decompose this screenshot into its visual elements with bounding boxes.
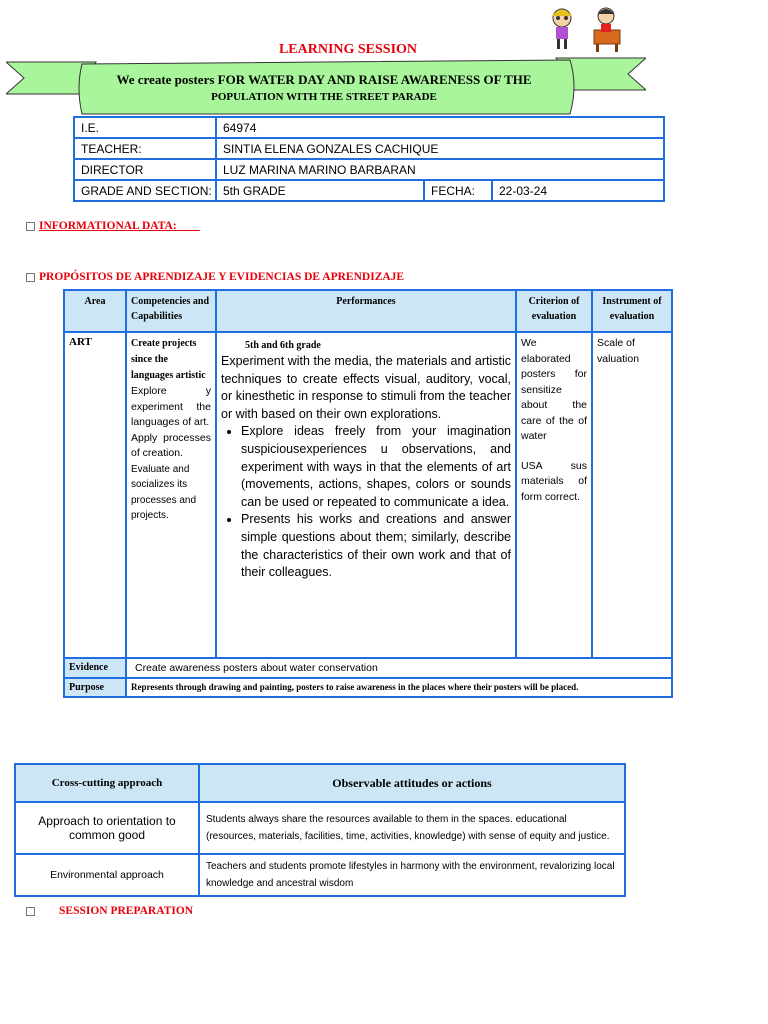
competency-item: Evaluate and socializes its processes and projects.	[131, 463, 197, 521]
info-row-teacher	[74, 138, 664, 159]
performances-cell	[216, 332, 516, 658]
title-banner	[6, 56, 646, 120]
info-row-director	[74, 159, 664, 180]
header-competencies: Competencies and Capabilities	[126, 290, 216, 332]
competency-item: Apply processes of creation.	[131, 431, 211, 459]
section-informational-data	[26, 220, 200, 232]
header-performances: Performances	[216, 290, 516, 332]
section-session-preparation	[26, 905, 193, 917]
performance-item: • Presents his works and creations and answer simple questions about them; similarly, describe the characteristics of their own work and that of their colleagues.	[241, 511, 511, 581]
actions-cell: Students always share the resources available to them in the spaces. educational (resources, materials, facilities, time, activities, knowledge) with sense of equity and justice.	[199, 802, 625, 854]
header-instrument: Instrument of evaluation	[592, 290, 672, 332]
performance-list	[221, 423, 511, 581]
criterion-cell	[516, 332, 592, 658]
purpose-row	[64, 678, 672, 697]
header-criterion: Criterion of evaluation	[516, 290, 592, 332]
purpose-value: Represents through drawing and painting, posters to raise awareness in the places where their posters will be placed.	[126, 678, 672, 697]
grade-label: GRADE AND SECTION:	[74, 180, 216, 201]
criterion-item: We elaborated posters for sensitize about the care of the of water	[521, 337, 587, 442]
director-value: LUZ MARINA MARINO BARBARAN	[216, 159, 664, 180]
cross-row	[15, 802, 625, 854]
grade-heading: 5th and 6th grade	[245, 340, 321, 351]
info-row-ie	[74, 117, 664, 138]
area-cell: ART	[64, 332, 126, 658]
performance-item: • Explore ideas freely from your imagination suspiciousexperiences u observations, and experiment with ways in that the elements of art (movements, actions, shapes, colors or sounds can be used or repeated to communicate a idea.	[241, 423, 511, 511]
cross-cutting-table	[14, 763, 626, 897]
main-table-header	[64, 290, 672, 332]
approach-cell: Approach to orientation to common good	[15, 802, 199, 854]
ie-label: I.E.	[74, 117, 216, 138]
teacher-label: TEACHER:	[74, 138, 216, 159]
info-row-grade	[74, 180, 664, 201]
banner-title-line1: We create posters FOR WATER DAY AND RAISE AWARENESS OF THE	[116, 72, 532, 87]
evidence-row	[64, 658, 672, 678]
competency-title: Create projects since the languages artistic	[131, 338, 206, 381]
header-observable: Observable attitudes or actions	[199, 764, 625, 802]
session-preparation-label: SESSION PREPARATION	[59, 905, 194, 917]
informational-data-label: INFORMATIONAL DATA:	[39, 220, 177, 232]
evidence-label: Evidence	[64, 658, 126, 678]
grade-value: 5th GRADE	[216, 180, 424, 201]
competencies-cell	[126, 332, 216, 658]
learning-purposes-table	[63, 289, 673, 698]
cross-row	[15, 854, 625, 896]
criterion-item: USA sus materials of form correct.	[521, 459, 587, 503]
fecha-label: FECHA:	[424, 180, 492, 201]
cross-table-header	[15, 764, 625, 802]
propositos-label: PROPÓSITOS DE APRENDIZAJE Y EVIDENCIAS DE APRENDIZAJE	[39, 271, 405, 283]
checkbox-icon	[26, 273, 35, 282]
purpose-label: Purpose	[64, 678, 126, 697]
banner-title-line2: POPULATION WITH THE STREET PARADE	[211, 91, 437, 103]
ie-value: 64974	[216, 117, 664, 138]
page-title: LEARNING SESSION	[278, 42, 418, 57]
header-area: Area	[64, 290, 126, 332]
checkbox-icon	[26, 222, 35, 231]
director-label: DIRECTOR	[74, 159, 216, 180]
main-table-row-art	[64, 332, 672, 658]
teacher-value: SINTIA ELENA GONZALES CACHIQUE	[216, 138, 664, 159]
info-table	[73, 116, 665, 202]
instrument-cell: Scale of valuation	[592, 332, 672, 658]
section-propositos	[26, 271, 404, 283]
evidence-value: Create awareness posters about water conservation	[126, 658, 672, 678]
performance-item: Experiment with the media, the materials and artistic techniques to create effects visual, auditory, vocal, or kinesthetic in response to stimuli from the teacher or with based on their own explorations.	[221, 354, 511, 421]
fecha-value: 22-03-24	[492, 180, 664, 201]
checkbox-icon	[26, 907, 35, 916]
header-cross-cutting: Cross-cutting approach	[15, 764, 199, 802]
approach-cell: Environmental approach	[15, 854, 199, 896]
competency-item: Explore y experiment the languages of art.	[131, 385, 211, 428]
actions-cell: Teachers and students promote lifestyles in harmony with the environment, revalorizing local knowledge and ancestral wisdom	[199, 854, 625, 896]
